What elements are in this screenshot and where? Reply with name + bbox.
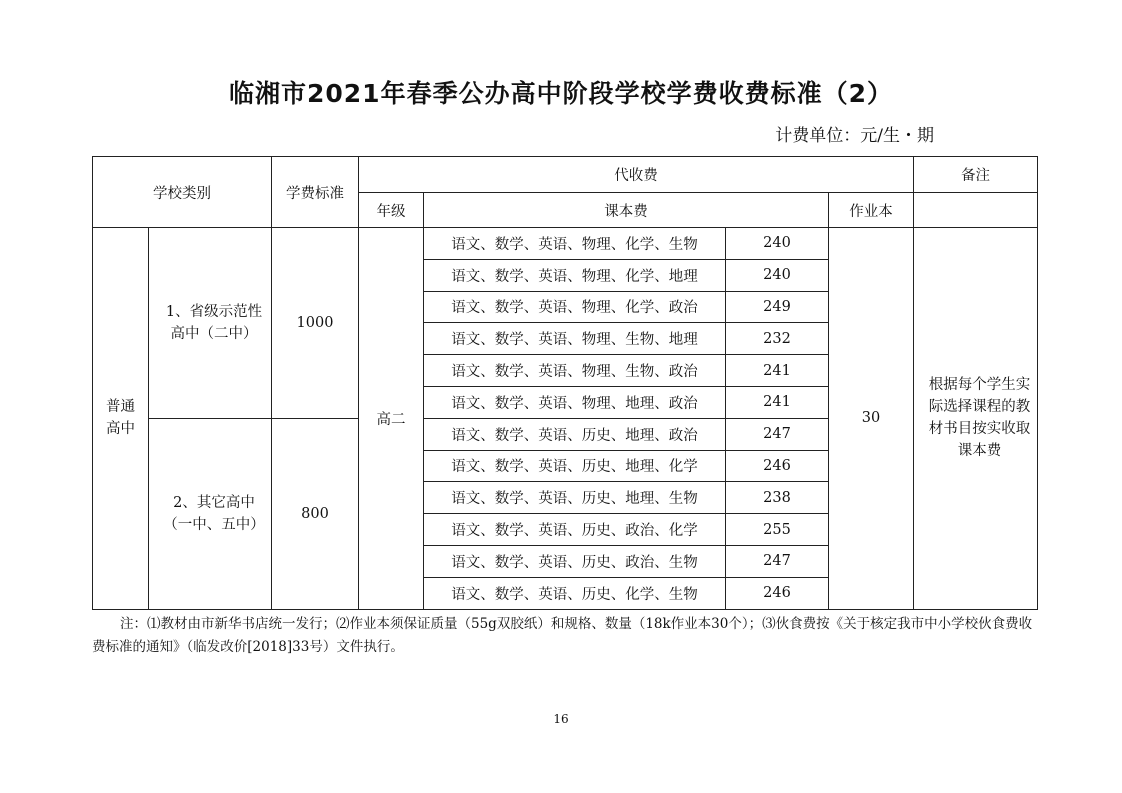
subject-combo: 语文、数学、英语、物理、地理、政治 [424, 386, 726, 418]
page-title: 临湘市2021年春季公办高中阶段学校学费收费标准（2） [229, 79, 893, 108]
category-label: 普通高中 [106, 399, 135, 438]
workbook-fee: 30 [829, 228, 914, 610]
header-grade: 年级 [359, 193, 424, 228]
subject-combo: 语文、数学、英语、历史、政治、化学 [424, 514, 726, 546]
subject-combo: 语文、数学、英语、物理、化学、地理 [424, 259, 726, 291]
header-remarks-blank [914, 193, 1038, 228]
subject-combo: 语文、数学、英语、历史、政治、生物 [424, 545, 726, 577]
textbook-fee: 241 [726, 355, 829, 387]
textbook-fee: 247 [726, 545, 829, 577]
header-collected-fees: 代收费 [359, 157, 914, 193]
subject-combo: 语文、数学、英语、历史、化学、生物 [424, 577, 726, 609]
fee-table [92, 156, 1038, 610]
subject-combo: 语文、数学、英语、历史、地理、生物 [424, 482, 726, 514]
school-name-line: （一中、五中） [163, 516, 265, 533]
textbook-fee: 238 [726, 482, 829, 514]
textbook-fee: 246 [726, 450, 829, 482]
subject-combo: 语文、数学、英语、物理、化学、生物 [424, 228, 726, 260]
grade-cell: 高二 [359, 228, 424, 610]
textbook-fee: 241 [726, 386, 829, 418]
page-number: 16 [553, 712, 569, 726]
textbook-fee: 240 [726, 228, 829, 260]
school-name-2 [149, 418, 272, 609]
footnote: 注：⑴教材由市新华书店统一发行；⑵作业本须保证质量（55g双胶纸）和规格、数量（18k作业本30个）；⑶伙食费按《关于核定我市中小学校伙食费收费标准的通知》（临发改价[2018]33号）文件执行。 [92, 616, 1033, 655]
subject-combo: 语文、数学、英语、物理、生物、政治 [424, 355, 726, 387]
header-tuition: 学费标准 [272, 157, 359, 228]
textbook-fee: 240 [726, 259, 829, 291]
subject-combo: 语文、数学、英语、物理、化学、政治 [424, 291, 726, 323]
textbook-fee: 246 [726, 577, 829, 609]
school-name-line: 1、省级示范性 [165, 303, 263, 320]
subject-combo: 语文、数学、英语、历史、地理、政治 [424, 418, 726, 450]
textbook-fee: 255 [726, 514, 829, 546]
textbook-fee: 232 [726, 323, 829, 355]
table-row [93, 228, 1038, 260]
tuition-2: 800 [272, 418, 359, 609]
textbook-fee: 249 [726, 291, 829, 323]
textbook-fee: 247 [726, 418, 829, 450]
remark-cell: 根据每个学生实际选择课程的教材书目按实收取课本费 [914, 228, 1038, 610]
tuition-1: 1000 [272, 228, 359, 419]
school-name-1 [149, 228, 272, 419]
header-workbook: 作业本 [829, 193, 914, 228]
school-name-line: 高中（二中） [170, 325, 258, 342]
school-name-line: 2、其它高中 [173, 494, 255, 511]
category-cell [93, 228, 149, 610]
header-remarks: 备注 [914, 157, 1038, 193]
subject-combo: 语文、数学、英语、物理、生物、地理 [424, 323, 726, 355]
header-school-type: 学校类别 [93, 157, 272, 228]
header-textbook-fee: 课本费 [424, 193, 829, 228]
subject-combo: 语文、数学、英语、历史、地理、化学 [424, 450, 726, 482]
billing-unit: 计费单位：元/生・期 [775, 126, 934, 146]
